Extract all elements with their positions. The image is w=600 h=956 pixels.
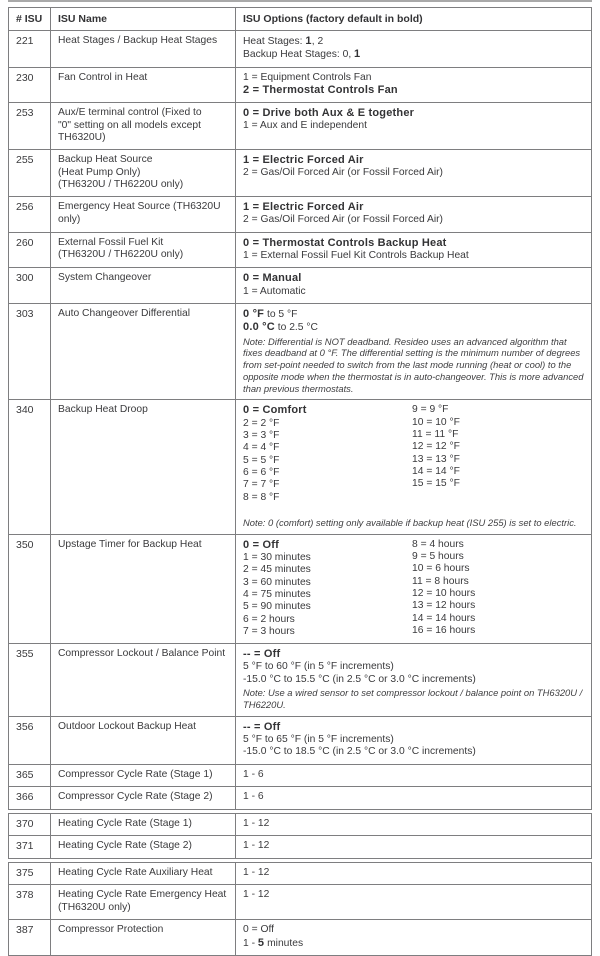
isu-options-cell: [236, 232, 592, 268]
table-row-255: [9, 150, 592, 197]
isu-options-cell: [236, 67, 592, 103]
option-line: 4 = 4 °F: [243, 442, 280, 454]
option-line: 0 = Drive both Aux & E together: [243, 107, 415, 120]
isu-options-cell: [236, 885, 592, 920]
option-line: 0 = Manual: [243, 272, 302, 285]
isu-name-cell: [51, 813, 236, 836]
isu-number-cell: 340: [9, 400, 51, 534]
option-line: 5 °F to 60 °F (in 5 °F increments): [243, 661, 394, 673]
option-line: 1 = 30 minutes: [243, 551, 311, 563]
isu-options-cell: [236, 813, 592, 836]
table-row-340: [9, 400, 592, 534]
isu-number-cell: 300: [9, 268, 51, 304]
isu-table-section: [8, 813, 592, 859]
isu-number-cell: 350: [9, 534, 51, 644]
option-line: 12 = 10 hours: [412, 588, 476, 600]
isu-name-line: Compressor Cycle Rate (Stage 1): [58, 768, 213, 780]
isu-number-cell: 366: [9, 787, 51, 810]
option-line: 2 = Thermostat Controls Fan: [243, 84, 398, 97]
table-row-260: [9, 232, 592, 268]
isu-options-cell: [236, 197, 592, 233]
option-line: 13 = 12 hours: [412, 600, 476, 612]
isu-name-cell: [51, 644, 236, 716]
option-line: -15.0 °C to 18.5 °C (in 2.5 °C or 3.0 °C increments): [243, 746, 476, 758]
option-line: 1 = Automatic: [243, 285, 306, 297]
table-row-365: [9, 764, 592, 787]
factory-default-value: 0 °F: [243, 307, 265, 320]
isu-name-line: Auto Changeover Differential: [58, 307, 191, 319]
option-note: Note: 0 (comfort) setting only available if backup heat (ISU 255) is set to electric.: [243, 516, 577, 528]
table-row-356: [9, 716, 592, 764]
isu-name-cell: [51, 150, 236, 197]
option-line: 0 = Thermostat Controls Backup Heat: [243, 236, 447, 249]
isu-options-cell: [236, 303, 592, 399]
page-top-rule: [8, 0, 592, 2]
option-line: 12 = 12 °F: [412, 441, 460, 453]
isu-number-cell: 387: [9, 920, 51, 956]
options-column-left: [243, 539, 412, 639]
table-row-387: [9, 920, 592, 956]
isu-name-cell: [51, 232, 236, 268]
isu-name-line: System Changeover: [58, 272, 152, 284]
isu-options-cell: [236, 836, 592, 859]
isu-number-cell: 378: [9, 885, 51, 920]
option-line: 1 = Electric Forced Air: [243, 154, 364, 167]
option-line: 1 - 6: [243, 768, 264, 780]
isu-name-cell: [51, 885, 236, 920]
option-line: 0 °F to 5 °F: [243, 307, 298, 320]
isu-name-line: Compressor Protection: [58, 924, 164, 936]
isu-name-cell: [51, 764, 236, 787]
isu-number-cell: 365: [9, 764, 51, 787]
option-line: -- = Off: [243, 720, 281, 733]
option-line: 0.0 °C to 2.5 °C: [243, 321, 318, 334]
options-column-right: [412, 404, 585, 504]
isu-name-cell: [51, 303, 236, 399]
isu-settings-table: [8, 7, 592, 956]
option-line: 1 - 12: [243, 840, 270, 852]
isu-name-line: only): [58, 213, 81, 225]
option-line: 0 = Comfort: [243, 404, 307, 417]
isu-name-cell: [51, 534, 236, 644]
isu-options-cell: [236, 644, 592, 716]
isu-number-cell: 355: [9, 644, 51, 716]
option-line: 2 = Gas/Oil Forced Air (or Fossil Forced Air): [243, 214, 443, 226]
isu-name-cell: [51, 197, 236, 233]
table-row-256: [9, 197, 592, 233]
isu-name-cell: [51, 67, 236, 103]
option-line: Heat Stages: 1, 2: [243, 35, 324, 47]
option-line: 4 = 75 minutes: [243, 588, 311, 600]
table-row-300: [9, 268, 592, 304]
table-row-230: [9, 67, 592, 103]
isu-number-cell: 370: [9, 813, 51, 836]
option-note: Note: Use a wired sensor to set compressor lockout / balance point on TH6320U / TH6220U.: [243, 687, 583, 710]
isu-options-cell: [236, 716, 592, 764]
factory-default-value: 1: [354, 48, 361, 61]
isu-name-cell: [51, 716, 236, 764]
isu-name-line: (TH6320U / TH6220U only): [58, 249, 184, 261]
options-two-columns: [243, 404, 585, 504]
option-line: 8 = 4 hours: [412, 538, 464, 550]
isu-number-cell: 356: [9, 716, 51, 764]
option-line: 14 = 14 °F: [412, 466, 460, 478]
option-line: 2 = 45 minutes: [243, 564, 311, 576]
option-line: 5 = 5 °F: [243, 454, 280, 466]
option-line: 9 = 9 °F: [412, 404, 449, 416]
option-line: 2 = 2 °F: [243, 417, 280, 429]
table-row-371: [9, 836, 592, 859]
isu-options-cell: [236, 787, 592, 810]
column-header-name: ISU Name: [51, 8, 236, 31]
option-line: 6 = 2 hours: [243, 613, 295, 625]
isu-number-cell: 256: [9, 197, 51, 233]
option-line: 15 = 15 °F: [412, 478, 460, 490]
isu-number-cell: 255: [9, 150, 51, 197]
option-line: 11 = 11 °F: [412, 429, 459, 440]
option-line: 2 = Gas/Oil Forced Air (or Fossil Forced Air): [243, 167, 443, 179]
isu-name-cell: [51, 920, 236, 956]
option-line: 1 - 12: [243, 817, 270, 829]
option-line: 10 = 10 °F: [412, 416, 460, 428]
isu-name-cell: [51, 787, 236, 810]
isu-name-line: TH6320U): [58, 131, 106, 143]
option-note: Note: Differential is NOT deadband. Resideo uses an advanced algorithm that fixes deadband at 0 °F. The differential setting is the minimum number of degrees from set-point needed to switch from the last mode running (heat or cool) to the opposite mode when the thermostat is in auto-changeover. This is more advanced than previous thermostats.: [243, 335, 584, 394]
isu-name-line: Heating Cycle Rate (Stage 2): [58, 840, 192, 852]
options-column-right: [412, 539, 585, 639]
option-line: 5 = 90 minutes: [243, 601, 311, 613]
isu-name-line: Emergency Heat Source (TH6320U: [58, 201, 221, 213]
option-line: 1 - 6: [243, 791, 264, 803]
isu-name-line: Compressor Cycle Rate (Stage 2): [58, 791, 213, 803]
isu-name-line: Fan Control in Heat: [58, 71, 148, 83]
isu-number-cell: 253: [9, 103, 51, 150]
isu-name-line: Upstage Timer for Backup Heat: [58, 538, 202, 550]
isu-name-line: Outdoor Lockout Backup Heat: [58, 720, 196, 732]
isu-number-cell: 221: [9, 31, 51, 68]
isu-name-line: Heating Cycle Rate Emergency Heat: [58, 889, 227, 901]
option-line: Backup Heat Stages: 0, 1: [243, 48, 361, 61]
option-line: 3 = 60 minutes: [243, 576, 311, 588]
factory-default-value: 5: [257, 936, 265, 949]
isu-name-cell: [51, 400, 236, 534]
column-header-options: ISU Options (factory default in bold): [236, 8, 592, 31]
factory-default-value: 0.0 °C: [243, 321, 275, 334]
option-line: 1 - 12: [243, 889, 270, 901]
option-line: 16 = 16 hours: [412, 625, 476, 637]
isu-options-cell: [236, 534, 592, 644]
column-header-isu: # ISU: [9, 8, 51, 31]
isu-name-cell: [51, 836, 236, 859]
isu-name-line: (TH6320U only): [58, 901, 131, 913]
isu-options-cell: [236, 103, 592, 150]
option-line: -- = Off: [243, 648, 281, 661]
isu-name-line: Heat Stages / Backup Heat Stages: [58, 35, 218, 46]
isu-name-line: Heating Cycle Rate (Stage 1): [58, 817, 192, 829]
option-line: 1 = Aux and E independent: [243, 120, 367, 132]
isu-name-line: Backup Heat Droop: [58, 404, 148, 416]
option-line: -15.0 °C to 15.5 °C (in 2.5 °C or 3.0 °C increments): [243, 673, 476, 685]
isu-name-cell: [51, 268, 236, 304]
isu-options-cell: [236, 400, 592, 534]
isu-options-cell: [236, 920, 592, 956]
option-line: 9 = 5 hours: [412, 551, 464, 562]
option-line: 3 = 3 °F: [243, 429, 280, 441]
isu-number-cell: 371: [9, 836, 51, 859]
option-line: 1 = External Fossil Fuel Kit Controls Backup Heat: [243, 250, 469, 261]
isu-number-cell: 375: [9, 862, 51, 885]
table-header-row: [9, 8, 592, 31]
option-line: 1 - 5 minutes: [243, 936, 304, 949]
isu-name-line: "0" setting on all models except: [58, 119, 201, 131]
table-row-378: [9, 885, 592, 920]
option-line: 5 °F to 65 °F (in 5 °F increments): [243, 733, 394, 745]
option-line: 6 = 6 °F: [243, 466, 280, 478]
isu-options-cell: [236, 862, 592, 885]
option-line: 0 = Off: [243, 538, 279, 551]
isu-number-cell: 260: [9, 232, 51, 268]
option-line: 1 = Equipment Controls Fan: [243, 71, 372, 83]
option-line: 7 = 7 °F: [243, 479, 280, 491]
isu-name-cell: [51, 31, 236, 68]
option-line: 0 = Off: [243, 924, 275, 936]
isu-name-line: Heating Cycle Rate Auxiliary Heat: [58, 866, 213, 878]
option-line: 1 - 12: [243, 866, 270, 878]
option-line: 10 = 6 hours: [412, 563, 470, 575]
isu-name-line: External Fossil Fuel Kit: [58, 236, 164, 248]
isu-options-cell: [236, 764, 592, 787]
isu-name-cell: [51, 103, 236, 150]
option-line: 1 = Electric Forced Air: [243, 201, 364, 214]
isu-name-line: (TH6320U / TH6220U only): [58, 178, 184, 190]
options-two-columns: [243, 539, 585, 639]
isu-options-cell: [236, 31, 592, 68]
option-line: 8 = 8 °F: [243, 491, 280, 503]
isu-number-cell: 230: [9, 67, 51, 103]
isu-table-section: [8, 7, 592, 810]
table-row-366: [9, 787, 592, 810]
isu-options-cell: [236, 268, 592, 304]
table-row-370: [9, 813, 592, 836]
options-column-left: [243, 404, 412, 504]
isu-name-line: Compressor Lockout / Balance Point: [58, 648, 226, 660]
isu-name-line: Backup Heat Source: [58, 154, 153, 166]
option-line: 11 = 8 hours: [412, 575, 469, 587]
factory-default-value: 1: [305, 35, 312, 47]
table-row-253: [9, 103, 592, 150]
option-line: 14 = 14 hours: [412, 612, 476, 624]
table-row-221: [9, 31, 592, 68]
option-line: 7 = 3 hours: [243, 625, 295, 637]
isu-options-cell: [236, 150, 592, 197]
isu-number-cell: 303: [9, 303, 51, 399]
isu-name-cell: [51, 862, 236, 885]
table-row-355: [9, 644, 592, 716]
table-row-375: [9, 862, 592, 885]
table-row-303: [9, 303, 592, 399]
isu-table-section: [8, 862, 592, 956]
isu-name-line: (Heat Pump Only): [58, 166, 141, 178]
option-line: 13 = 13 °F: [412, 453, 460, 465]
isu-name-line: Aux/E terminal control (Fixed to: [58, 107, 202, 119]
table-row-350: [9, 534, 592, 644]
